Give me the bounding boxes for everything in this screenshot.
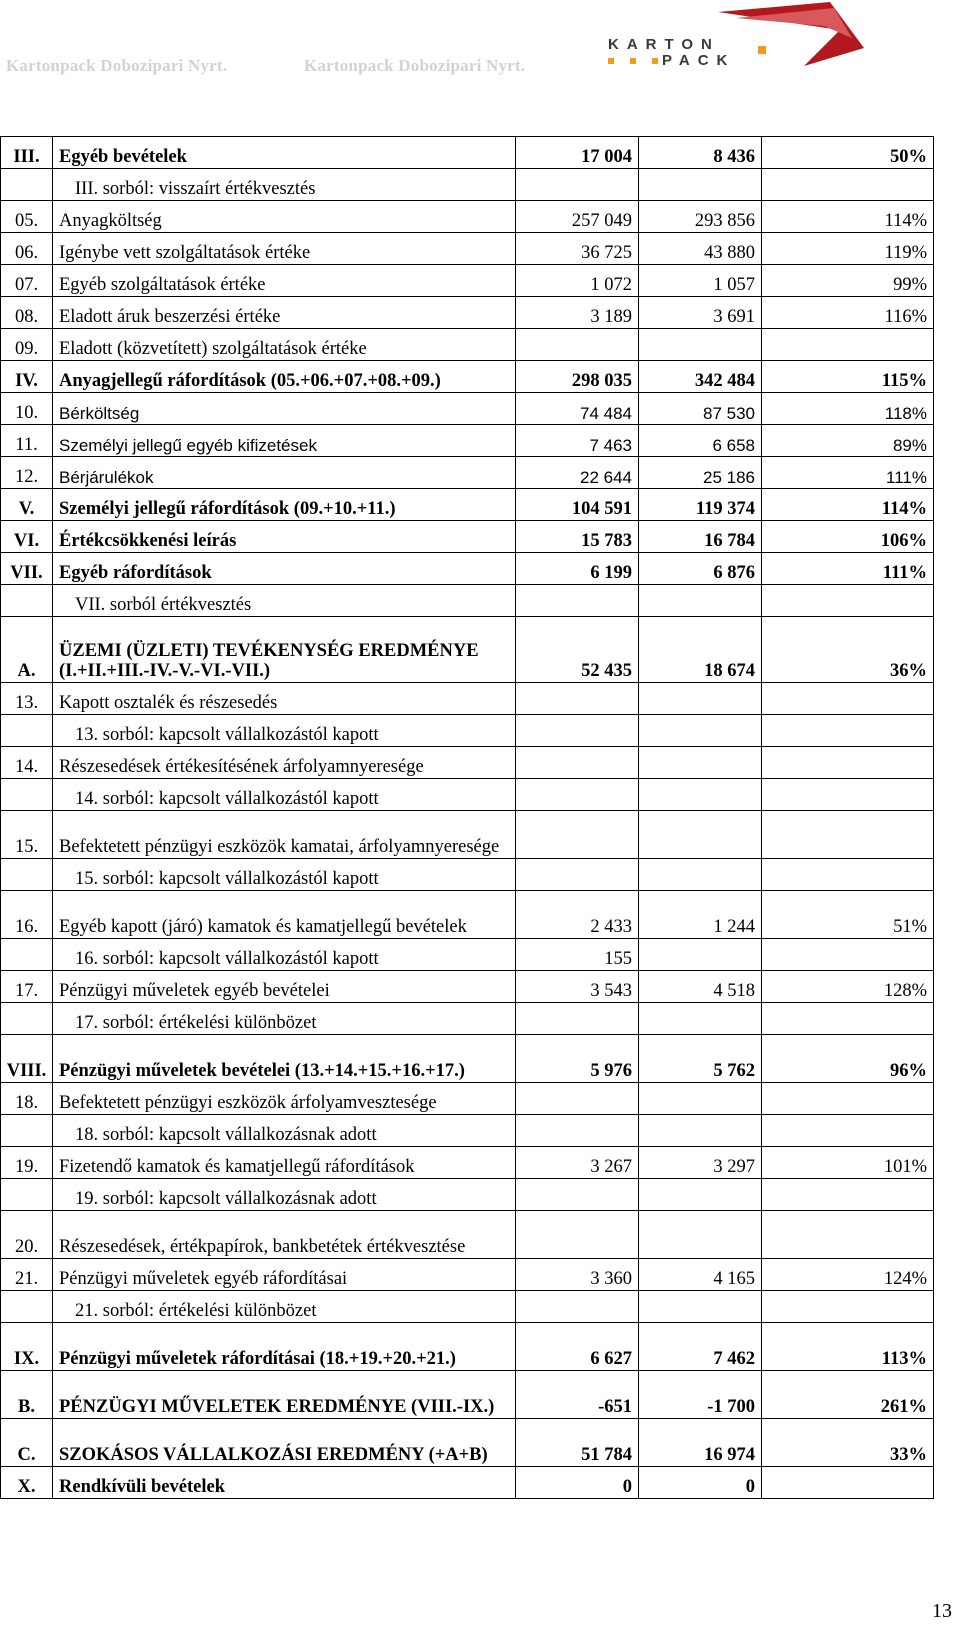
value-index-percent xyxy=(762,1211,934,1259)
row-name-text: 13. sorból: kapcsolt vállalkozástól kapott xyxy=(75,724,379,745)
row-name-text: Pénzügyi műveletek bevételei (13.+14.+15.+16.+17.) xyxy=(59,1060,465,1081)
value-index-percent xyxy=(762,1003,934,1035)
row-name xyxy=(53,617,516,683)
row-name-text: 21. sorból: értékelési különbözet xyxy=(75,1300,317,1321)
row-name-text: Egyéb bevételek xyxy=(59,146,187,167)
row-name-text: Személyi jellegű ráfordítások (09.+10.+11.) xyxy=(59,498,396,519)
row-name-text: Egyéb kapott (járó) kamatok és kamatjellegű bevételek xyxy=(59,916,467,937)
value-previous-year: -651 xyxy=(516,1371,639,1419)
value-current-year: 119 374 xyxy=(639,489,762,521)
table-row xyxy=(1,1259,934,1291)
table-row xyxy=(1,1003,934,1035)
value-current-year: 25 186 xyxy=(639,457,762,489)
row-code: III. xyxy=(1,137,53,169)
value-current-year xyxy=(639,1179,762,1211)
table-row xyxy=(1,1291,934,1323)
value-current-year: 8 436 xyxy=(639,137,762,169)
table-row xyxy=(1,233,934,265)
value-index-percent: 51% xyxy=(762,891,934,939)
row-name-text: 18. sorból: kapcsolt vállalkozásnak adott xyxy=(75,1124,377,1145)
value-current-year xyxy=(639,585,762,617)
value-current-year xyxy=(639,1211,762,1259)
value-current-year: 6 876 xyxy=(639,553,762,585)
value-previous-year: 1 072 xyxy=(516,265,639,297)
row-name-text: 15. sorból: kapcsolt vállalkozástól kapott xyxy=(75,868,379,889)
value-previous-year xyxy=(516,747,639,779)
company-watermark: Kartonpack Dobozipari Nyrt. xyxy=(6,56,228,75)
row-name-text: PÉNZÜGYI MŰVELETEK EREDMÉNYE (VIII.-IX.) xyxy=(59,1396,495,1417)
row-code: 21. xyxy=(1,1259,53,1291)
value-index-percent xyxy=(762,169,934,201)
row-name xyxy=(53,971,516,1003)
row-code xyxy=(1,1003,53,1035)
row-code xyxy=(1,1291,53,1323)
table-row xyxy=(1,1419,934,1467)
row-name xyxy=(53,715,516,747)
row-name xyxy=(53,233,516,265)
value-current-year xyxy=(639,1083,762,1115)
value-previous-year: 155 xyxy=(516,939,639,971)
row-name xyxy=(53,683,516,715)
value-previous-year: 3 267 xyxy=(516,1147,639,1179)
value-index-percent: 113% xyxy=(762,1323,934,1371)
value-index-percent xyxy=(762,939,934,971)
value-index-percent xyxy=(762,585,934,617)
value-index-percent xyxy=(762,1179,934,1211)
value-index-percent xyxy=(762,1083,934,1115)
value-index-percent xyxy=(762,1115,934,1147)
row-name xyxy=(53,489,516,521)
row-name-text: SZOKÁSOS VÁLLALKOZÁSI EREDMÉNY (+A+B) xyxy=(59,1444,488,1465)
value-index-percent xyxy=(762,683,934,715)
row-name xyxy=(53,1147,516,1179)
table-row xyxy=(1,425,934,457)
row-name xyxy=(53,1211,516,1259)
row-code: IX. xyxy=(1,1323,53,1371)
value-current-year: 3 297 xyxy=(639,1147,762,1179)
table-row xyxy=(1,939,934,971)
row-name-text: Igénybe vett szolgáltatások értéke xyxy=(59,242,311,263)
value-previous-year xyxy=(516,1179,639,1211)
row-code: VIII. xyxy=(1,1035,53,1083)
table-row xyxy=(1,971,934,1003)
value-current-year xyxy=(639,1115,762,1147)
value-current-year xyxy=(639,169,762,201)
value-previous-year: 2 433 xyxy=(516,891,639,939)
row-code xyxy=(1,585,53,617)
value-current-year: 3 691 xyxy=(639,297,762,329)
value-current-year: 18 674 xyxy=(639,617,762,683)
row-code: 05. xyxy=(1,201,53,233)
value-previous-year: 6 627 xyxy=(516,1323,639,1371)
row-name-text: Egyéb szolgáltatások értéke xyxy=(59,274,266,295)
value-current-year xyxy=(639,859,762,891)
value-current-year: 1 244 xyxy=(639,891,762,939)
value-index-percent: 111% xyxy=(762,457,934,489)
value-index-percent: 114% xyxy=(762,489,934,521)
table-row xyxy=(1,265,934,297)
value-index-percent: 124% xyxy=(762,1259,934,1291)
row-name xyxy=(53,585,516,617)
row-name xyxy=(53,1179,516,1211)
row-code: VII. xyxy=(1,553,53,585)
row-name xyxy=(53,891,516,939)
row-name xyxy=(53,169,516,201)
value-index-percent xyxy=(762,811,934,859)
row-code: 12. xyxy=(1,457,53,489)
row-code: 07. xyxy=(1,265,53,297)
value-current-year: 0 xyxy=(639,1467,762,1499)
value-current-year xyxy=(639,779,762,811)
row-code: IV. xyxy=(1,361,53,393)
value-index-percent xyxy=(762,779,934,811)
value-current-year: 43 880 xyxy=(639,233,762,265)
row-name-text: Részesedések, értékpapírok, bankbetétek értékvesztése xyxy=(59,1236,466,1257)
row-name-text: 17. sorból: értékelési különbözet xyxy=(75,1012,317,1033)
table-row xyxy=(1,553,934,585)
value-previous-year xyxy=(516,811,639,859)
row-name xyxy=(53,521,516,553)
value-previous-year xyxy=(516,1003,639,1035)
value-previous-year xyxy=(516,859,639,891)
value-previous-year: 3 189 xyxy=(516,297,639,329)
table-row xyxy=(1,859,934,891)
row-name-text: Eladott (közvetített) szolgáltatások értéke xyxy=(59,338,367,359)
table-row xyxy=(1,1083,934,1115)
table-row xyxy=(1,1035,934,1083)
row-code: 08. xyxy=(1,297,53,329)
value-previous-year: 7 463 xyxy=(516,425,639,457)
row-name-text: 16. sorból: kapcsolt vállalkozástól kapott xyxy=(75,948,379,969)
value-current-year: 5 762 xyxy=(639,1035,762,1083)
row-name-text: 19. sorból: kapcsolt vállalkozásnak adott xyxy=(75,1188,377,1209)
company-watermark: Kartonpack Dobozipari Nyrt. xyxy=(304,56,526,75)
value-current-year xyxy=(639,1291,762,1323)
value-current-year xyxy=(639,715,762,747)
row-code xyxy=(1,169,53,201)
row-code: 16. xyxy=(1,891,53,939)
page-header xyxy=(0,0,960,100)
row-name-text: Rendkívüli bevételek xyxy=(59,1476,225,1497)
table-row xyxy=(1,1147,934,1179)
value-previous-year xyxy=(516,1115,639,1147)
table-row xyxy=(1,1115,934,1147)
value-index-percent: 118% xyxy=(762,393,934,425)
row-name xyxy=(53,393,516,425)
value-previous-year: 74 484 xyxy=(516,393,639,425)
row-name-text: III. sorból: visszaírt értékvesztés xyxy=(75,178,316,199)
row-name xyxy=(53,939,516,971)
table-row xyxy=(1,811,934,859)
value-index-percent: 128% xyxy=(762,971,934,1003)
value-current-year: 4 518 xyxy=(639,971,762,1003)
value-current-year: 6 658 xyxy=(639,425,762,457)
row-name-text: Értékcsökkenési leírás xyxy=(59,530,237,551)
row-name xyxy=(53,1035,516,1083)
value-index-percent xyxy=(762,329,934,361)
value-index-percent: 33% xyxy=(762,1419,934,1467)
value-previous-year xyxy=(516,585,639,617)
table-row xyxy=(1,1211,934,1259)
row-code: 11. xyxy=(1,425,53,457)
row-name xyxy=(53,747,516,779)
row-name-text: Pénzügyi műveletek egyéb ráfordításai xyxy=(59,1268,348,1289)
table-row xyxy=(1,891,934,939)
value-index-percent: 106% xyxy=(762,521,934,553)
table-row xyxy=(1,393,934,425)
value-current-year: 7 462 xyxy=(639,1323,762,1371)
row-code xyxy=(1,1115,53,1147)
table-row xyxy=(1,617,934,683)
row-name xyxy=(53,425,516,457)
row-name xyxy=(53,297,516,329)
value-current-year: 293 856 xyxy=(639,201,762,233)
row-name-text: Pénzügyi műveletek ráfordításai (18.+19.+20.+21.) xyxy=(59,1348,456,1369)
value-current-year: 1 057 xyxy=(639,265,762,297)
row-code: C. xyxy=(1,1419,53,1467)
row-code: V. xyxy=(1,489,53,521)
value-current-year xyxy=(639,1003,762,1035)
row-code: VI. xyxy=(1,521,53,553)
row-code: 20. xyxy=(1,1211,53,1259)
value-current-year: 16 974 xyxy=(639,1419,762,1467)
value-current-year xyxy=(639,683,762,715)
value-previous-year xyxy=(516,1083,639,1115)
row-code xyxy=(1,1179,53,1211)
value-previous-year xyxy=(516,683,639,715)
value-previous-year: 0 xyxy=(516,1467,639,1499)
value-current-year xyxy=(639,747,762,779)
table-row xyxy=(1,201,934,233)
row-name-text: Bérjárulékok xyxy=(59,468,154,488)
value-index-percent xyxy=(762,747,934,779)
value-current-year xyxy=(639,329,762,361)
value-previous-year: 3 360 xyxy=(516,1259,639,1291)
table-row xyxy=(1,779,934,811)
row-code: 15. xyxy=(1,811,53,859)
table-row xyxy=(1,1179,934,1211)
value-index-percent: 116% xyxy=(762,297,934,329)
value-previous-year: 257 049 xyxy=(516,201,639,233)
row-name xyxy=(53,1083,516,1115)
row-name xyxy=(53,329,516,361)
row-name xyxy=(53,457,516,489)
value-previous-year: 298 035 xyxy=(516,361,639,393)
row-name-text: 14. sorból: kapcsolt vállalkozástól kapott xyxy=(75,788,379,809)
row-name-text: Fizetendő kamatok és kamatjellegű ráfordítások xyxy=(59,1156,415,1177)
row-code xyxy=(1,939,53,971)
logo-word-top: KARTON xyxy=(608,36,720,53)
value-current-year: 342 484 xyxy=(639,361,762,393)
value-current-year xyxy=(639,939,762,971)
row-name-text: Személyi jellegű egyéb kifizetések xyxy=(59,436,317,456)
value-previous-year: 22 644 xyxy=(516,457,639,489)
table-row xyxy=(1,1371,934,1419)
row-code: 17. xyxy=(1,971,53,1003)
value-index-percent: 101% xyxy=(762,1147,934,1179)
value-previous-year xyxy=(516,1211,639,1259)
value-previous-year xyxy=(516,779,639,811)
row-code: 09. xyxy=(1,329,53,361)
row-name xyxy=(53,779,516,811)
value-previous-year: 6 199 xyxy=(516,553,639,585)
table-row xyxy=(1,521,934,553)
row-code: A. xyxy=(1,617,53,683)
value-index-percent xyxy=(762,715,934,747)
row-name xyxy=(53,137,516,169)
table-row xyxy=(1,585,934,617)
value-previous-year xyxy=(516,169,639,201)
value-previous-year xyxy=(516,1291,639,1323)
value-index-percent: 50% xyxy=(762,137,934,169)
value-previous-year: 51 784 xyxy=(516,1419,639,1467)
table-row xyxy=(1,457,934,489)
row-name xyxy=(53,1467,516,1499)
value-index-percent xyxy=(762,859,934,891)
row-name xyxy=(53,1003,516,1035)
page-number: 13 xyxy=(932,1600,952,1622)
value-current-year: 16 784 xyxy=(639,521,762,553)
value-current-year: 4 165 xyxy=(639,1259,762,1291)
value-index-percent: 261% xyxy=(762,1371,934,1419)
value-index-percent: 96% xyxy=(762,1035,934,1083)
row-code xyxy=(1,859,53,891)
row-code: B. xyxy=(1,1371,53,1419)
income-statement-table xyxy=(0,136,934,1499)
row-name-text: Eladott áruk beszerzési értéke xyxy=(59,306,281,327)
row-name-text: Befektetett pénzügyi eszközök kamatai, árfolyamnyeresége xyxy=(59,836,500,857)
logo-word-bottom: PACK xyxy=(662,52,736,69)
table-row xyxy=(1,747,934,779)
value-index-percent: 89% xyxy=(762,425,934,457)
table-row xyxy=(1,169,934,201)
value-previous-year: 5 976 xyxy=(516,1035,639,1083)
value-previous-year: 104 591 xyxy=(516,489,639,521)
row-code: 19. xyxy=(1,1147,53,1179)
value-current-year xyxy=(639,811,762,859)
row-code: 10. xyxy=(1,393,53,425)
row-name xyxy=(53,1419,516,1467)
value-previous-year: 3 543 xyxy=(516,971,639,1003)
row-name xyxy=(53,265,516,297)
table-row xyxy=(1,1323,934,1371)
row-code xyxy=(1,715,53,747)
row-name-text: Anyagjellegű ráfordítások (05.+06.+07.+08.+09.) xyxy=(59,370,441,391)
row-name-text: Befektetett pénzügyi eszközök árfolyamvesztesége xyxy=(59,1092,437,1113)
value-previous-year: 17 004 xyxy=(516,137,639,169)
row-name xyxy=(53,811,516,859)
row-code xyxy=(1,779,53,811)
value-index-percent: 99% xyxy=(762,265,934,297)
value-previous-year xyxy=(516,329,639,361)
row-name xyxy=(53,859,516,891)
row-name-text: Egyéb ráfordítások xyxy=(59,562,212,583)
value-current-year: -1 700 xyxy=(639,1371,762,1419)
row-name xyxy=(53,361,516,393)
table-row xyxy=(1,297,934,329)
value-current-year: 87 530 xyxy=(639,393,762,425)
table-row xyxy=(1,683,934,715)
table-row xyxy=(1,329,934,361)
table-row xyxy=(1,1467,934,1499)
table-row xyxy=(1,137,934,169)
table-row xyxy=(1,715,934,747)
value-index-percent xyxy=(762,1467,934,1499)
value-index-percent: 115% xyxy=(762,361,934,393)
row-name-text: Pénzügyi műveletek egyéb bevételei xyxy=(59,980,330,1001)
table-row xyxy=(1,489,934,521)
row-name xyxy=(53,553,516,585)
kartonpack-logo xyxy=(608,0,868,80)
row-name xyxy=(53,1291,516,1323)
row-code: 13. xyxy=(1,683,53,715)
row-name-text: ÜZEMI (ÜZLETI) TEVÉKENYSÉG EREDMÉNYE (I.+II.+III.-IV.-V.-VI.-VII.) xyxy=(59,641,479,681)
row-name-text: VII. sorból értékvesztés xyxy=(75,594,252,615)
value-index-percent: 36% xyxy=(762,617,934,683)
row-name-text: Bérköltség xyxy=(59,404,140,424)
row-name-text: Részesedések értékesítésének árfolyamnyeresége xyxy=(59,756,424,777)
table-row xyxy=(1,361,934,393)
row-code: 14. xyxy=(1,747,53,779)
row-code: X. xyxy=(1,1467,53,1499)
row-name xyxy=(53,201,516,233)
row-name-text: Anyagköltség xyxy=(59,210,162,231)
row-code: 18. xyxy=(1,1083,53,1115)
row-name xyxy=(53,1115,516,1147)
value-previous-year xyxy=(516,715,639,747)
row-name xyxy=(53,1323,516,1371)
value-previous-year: 52 435 xyxy=(516,617,639,683)
value-previous-year: 15 783 xyxy=(516,521,639,553)
value-index-percent xyxy=(762,1291,934,1323)
value-index-percent: 114% xyxy=(762,201,934,233)
row-name xyxy=(53,1371,516,1419)
value-previous-year: 36 725 xyxy=(516,233,639,265)
row-name-text: Kapott osztalék és részesedés xyxy=(59,692,278,713)
value-index-percent: 111% xyxy=(762,553,934,585)
row-name xyxy=(53,1259,516,1291)
value-index-percent: 119% xyxy=(762,233,934,265)
row-code: 06. xyxy=(1,233,53,265)
